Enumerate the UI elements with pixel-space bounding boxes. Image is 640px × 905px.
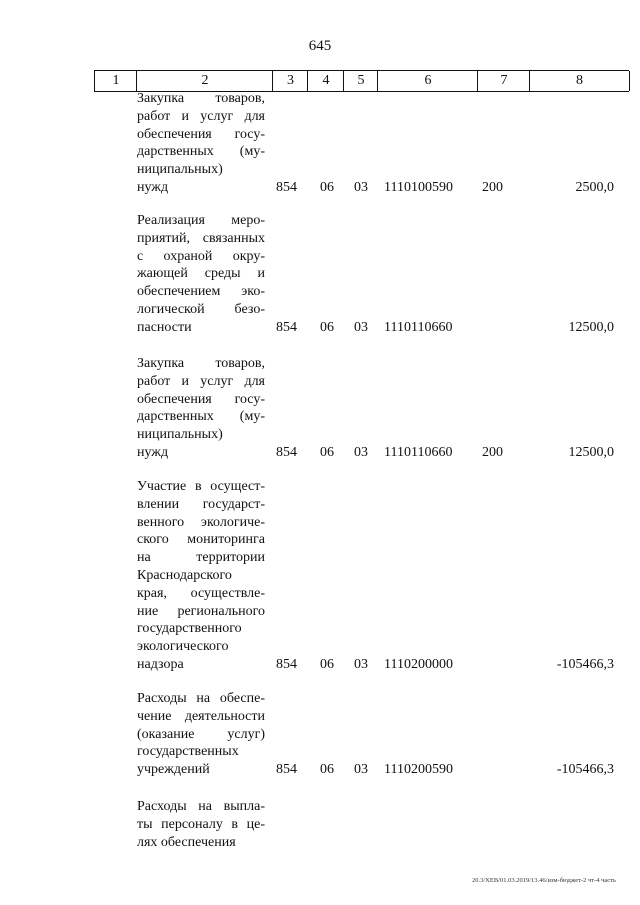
description-line: Расходы на выпла-	[137, 799, 265, 814]
cell-c5: 03	[354, 445, 368, 460]
cell-c7: 200	[482, 180, 503, 195]
footer-note: 20.3/ХЕВ/01.03.2019/13.46/изм-бюджет-2 чт-4 часть	[471, 877, 616, 884]
cell-c5: 03	[354, 180, 368, 195]
cell-c6: 1110110660	[384, 445, 453, 460]
cell-c8: 2500,0	[575, 180, 614, 195]
header-col-6: 6	[377, 71, 478, 91]
cell-c3: 854	[276, 445, 297, 460]
description-line: приятий, связанных	[137, 230, 265, 246]
row-description	[137, 798, 265, 851]
description-line: Закупка товаров,	[137, 356, 265, 371]
row-description	[137, 690, 265, 779]
description-line: Расходы на обеспе-	[137, 691, 265, 706]
description-line: надзора	[137, 656, 184, 672]
row-description	[137, 90, 265, 197]
cell-c3: 854	[276, 657, 297, 672]
description-line: ние регионального	[137, 603, 265, 619]
description-line: нужд	[137, 179, 169, 195]
cell-c3: 854	[276, 762, 297, 778]
description-line: обеспечения госу-	[137, 391, 265, 407]
description-line: на территории	[137, 550, 265, 566]
description-line: Участие в осущест-	[137, 479, 265, 494]
description-line: чение деятельности	[137, 708, 265, 724]
description-line: ты персоналу в це-	[137, 816, 265, 832]
description-line: ского мониторинга	[137, 532, 265, 548]
cell-c6: 1110100590	[384, 180, 453, 195]
cell-c6: 1110200000	[384, 657, 453, 672]
description-line: экологического	[137, 639, 229, 655]
header-col-7: 7	[477, 71, 530, 91]
header-col-4: 4	[307, 71, 344, 91]
cell-c3: 854	[276, 319, 297, 335]
description-line: (оказание услуг)	[137, 726, 265, 742]
description-line: Закупка товаров,	[137, 91, 265, 106]
description-line: лях обеспечения	[137, 834, 236, 850]
description-line: государственных	[137, 744, 239, 760]
description-line: обеспечения госу-	[137, 126, 265, 142]
description-line: государственного	[137, 621, 242, 637]
header-col-8: 8	[529, 71, 630, 91]
description-line: жающей среды и	[137, 266, 265, 282]
header-col-3: 3	[272, 71, 308, 91]
cell-c6: 1110200590	[384, 762, 453, 778]
cell-c4: 06	[320, 180, 334, 195]
description-line: влении государст-	[137, 496, 265, 512]
description-line: ниципальных)	[137, 162, 223, 178]
cell-c4: 06	[320, 445, 334, 460]
description-line: дарственных (му-	[137, 144, 265, 160]
description-line: венного экологиче-	[137, 514, 265, 530]
cell-c8: 12500,0	[568, 319, 614, 335]
description-line: края, осуществле-	[137, 585, 265, 601]
page-number: 645	[308, 38, 332, 54]
cell-c8: -105466,3	[556, 762, 614, 778]
description-line: пасности	[137, 319, 192, 335]
cell-c8: -105466,3	[556, 657, 614, 672]
description-line: учреждений	[137, 762, 210, 778]
row-description	[137, 478, 265, 674]
header-col-5: 5	[343, 71, 378, 91]
description-line: работ и услуг для	[137, 373, 265, 389]
description-line: Реализация меро-	[137, 213, 265, 228]
cell-c4: 06	[320, 319, 334, 335]
header-col-2: 2	[136, 71, 273, 91]
description-line: работ и услуг для	[137, 108, 265, 124]
description-line: ниципальных)	[137, 427, 223, 443]
description-line: с охраной окру-	[137, 248, 265, 264]
row-description	[137, 212, 265, 337]
row-description	[137, 355, 265, 462]
table-header	[94, 70, 629, 92]
cell-c6: 1110110660	[384, 319, 453, 335]
description-line: Краснодарского	[137, 567, 232, 583]
description-line: дарственных (му-	[137, 409, 265, 425]
cell-c5: 03	[354, 657, 368, 672]
cell-c3: 854	[276, 180, 297, 195]
cell-c7: 200	[482, 445, 503, 460]
description-line: обеспечением эко-	[137, 284, 265, 300]
cell-c8: 12500,0	[568, 445, 614, 460]
cell-c4: 06	[320, 762, 334, 778]
description-line: нужд	[137, 444, 169, 460]
cell-c4: 06	[320, 657, 334, 672]
cell-c5: 03	[354, 319, 368, 335]
cell-c5: 03	[354, 762, 368, 778]
header-col-1: 1	[94, 71, 137, 91]
description-line: логической безо-	[137, 301, 265, 317]
